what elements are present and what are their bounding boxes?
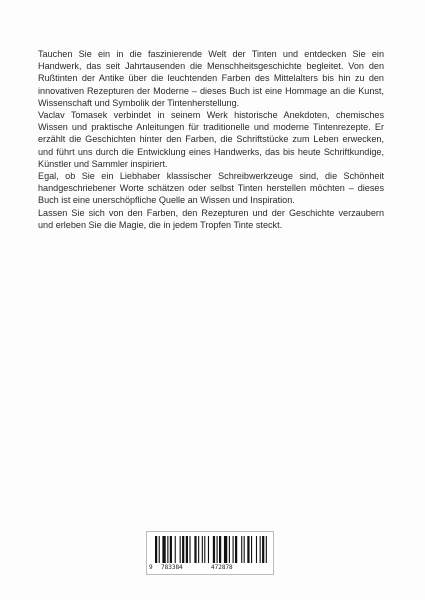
barcode-left-group: 783384 — [161, 564, 183, 571]
barcode-bar — [202, 536, 203, 563]
barcode-bar — [198, 536, 199, 563]
barcode-bar — [229, 536, 230, 563]
barcode-bar — [204, 536, 205, 563]
barcode-bar — [186, 536, 188, 563]
barcode-bar — [217, 536, 218, 563]
barcode-digits — [149, 563, 273, 573]
barcode-bar — [233, 536, 234, 563]
barcode-bars — [155, 536, 267, 563]
barcode-bar — [208, 536, 209, 563]
barcode-bar — [262, 536, 264, 563]
barcode-bar — [162, 536, 165, 563]
barcode-bar — [241, 536, 242, 563]
barcode-bar — [155, 536, 157, 563]
blurb-paragraph-3: Egal, ob Sie ein Liebhaber klassischer Schreibwerkzeuge sind, die Schönheit handgeschriebener Worte schätzen oder selbst Tinten herstellen möchten – dieses Buch ist eine unerschöpfliche Quelle an Wissen und Inspiration. — [38, 171, 384, 206]
barcode-bar — [266, 536, 267, 563]
barcode-bar — [219, 536, 221, 563]
barcode-bar — [194, 536, 196, 563]
barcode-bar — [247, 536, 249, 563]
barcode-bar — [213, 536, 215, 563]
blurb-paragraph-2: Vaclav Tomasek verbindet in seinem Werk historische Anekdoten, chemisches Wissen und praktische Anleitungen für traditionelle und moderne Tintenrezepte. Er erzählt die Geschichten hinter den Farben, die Schriftstücke zum Leben erwecken, und führt uns durch die Entwicklung eines Handwerks, das bis heute Schriftkundige, Künstler und Sammler inspiriert. — [38, 110, 384, 169]
barcode-first-digit: 9 — [149, 564, 153, 571]
barcode-bar — [167, 536, 168, 563]
isbn-barcode — [146, 531, 274, 575]
barcode-bar — [260, 536, 261, 563]
barcode-bar — [159, 536, 160, 563]
blurb-paragraph-4: Lassen Sie sich von den Farben, den Rezepturen und der Geschichte verzaubern und erleben Sie die Magie, die in jedem Tropfen Tinte steckt. — [38, 207, 384, 230]
barcode-bar — [251, 536, 252, 563]
barcode-bar — [180, 536, 181, 563]
barcode-bar — [182, 536, 184, 563]
barcode-bar — [244, 536, 245, 563]
barcode-bar — [175, 536, 176, 563]
barcode-bar — [224, 536, 227, 563]
barcode-bar — [189, 536, 190, 563]
blurb-paragraph-1: Tauchen Sie ein in die faszinierende Welt der Tinten und entdecken Sie ein Handwerk, das seit Jahrtausenden die Menschheitsgeschichte begleitet. Von den Rußtinten der Antike über die leuchtenden Farben des Mittelalters bis hin zu den innovativen Rezepturen der Moderne – dieses Buch ist eine Hommage an die Kunst, Wissenschaft und Symbolik der Tintenherstellung. — [38, 49, 384, 108]
barcode-bar — [256, 536, 257, 563]
barcode-right-group: 472878 — [211, 564, 233, 571]
barcode-bar — [170, 536, 172, 563]
back-cover-blurb — [38, 48, 384, 231]
barcode-bar — [235, 536, 237, 563]
